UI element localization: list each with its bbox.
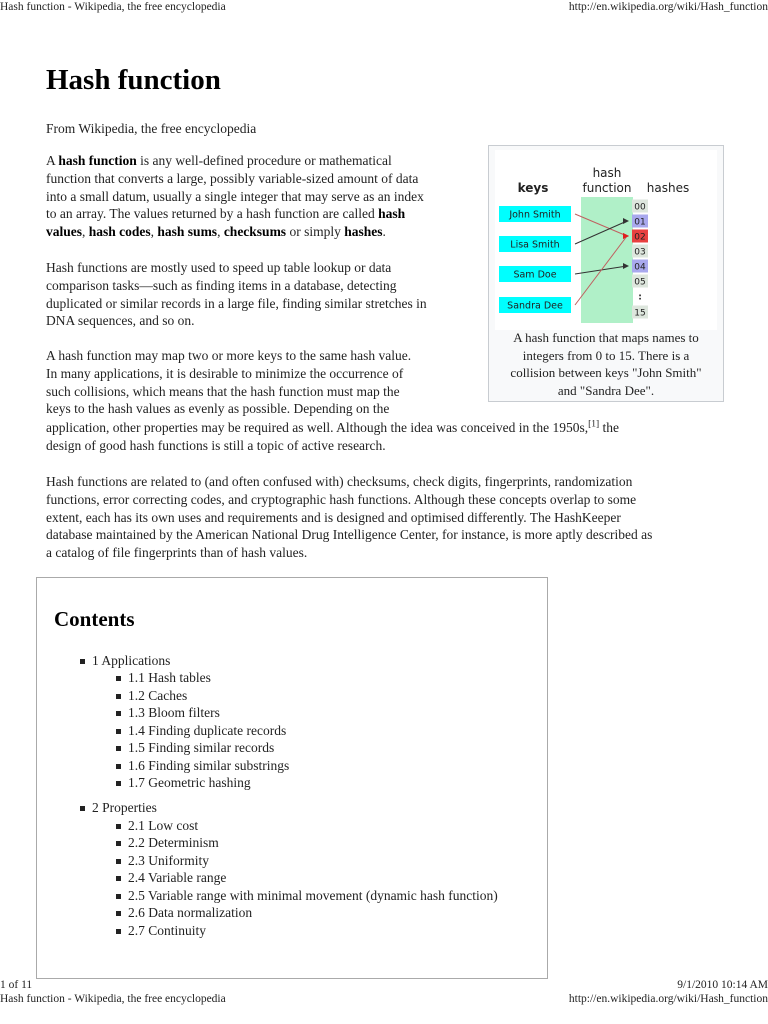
paragraph-related: Hash functions are related to (and often confused with) checksums, check digits, fingerprints, randomization functions, error correcting codes, and cryptographic hash functions. Although these concepts overlap to some extent, each has its own uses and requirements and is designed and optimised differently. The HashKeeper database maintained by the American National Drug Intelligence Center, for instance, is more aptly described as a catalog of file fingerprints than of hash values.	[46, 474, 653, 561]
hash-diagram-image[interactable]	[495, 150, 717, 330]
toc-item-properties[interactable]: 2 Properties	[92, 800, 157, 815]
hashes-label: hashes	[646, 181, 690, 195]
figure-caption: A hash function that maps names to integers from 0 to 15. There is a collision between keys "John Smith" and "Sandra Dee".	[510, 330, 702, 398]
hash-label: 02	[634, 232, 646, 243]
hash-function-label-1: hash	[592, 166, 622, 180]
toc-item-uniformity[interactable]: 2.3 Uniformity	[128, 853, 209, 868]
toc-item-geometric-hashing[interactable]: 1.7 Geometric hashing	[128, 775, 251, 790]
paragraph-intro: A hash function is any well-defined procedure or mathematical function that converts a large, possibly variable-sized amount of data into a small datum, usually a single integer that may serve as an index to an array. The values returned by a hash function are called hash values, hash codes, hash sums, checksums or simply hashes.	[46, 153, 424, 240]
toc-item-caches[interactable]: 1.2 Caches	[128, 688, 188, 703]
paragraph-uses: Hash functions are mostly used to speed up table lookup or data comparison tasks—such as finding items in a database, detecting duplicated or similar records in a large file, finding similar stretches in DNA sequences, and so on.	[46, 260, 427, 329]
print-footer-url[interactable]: http://en.wikipedia.org/wiki/Hash_function	[568, 993, 768, 1005]
hash-function-label-2: function	[582, 181, 632, 195]
hash-label: 01	[634, 217, 646, 228]
hash-diagram	[495, 150, 717, 330]
toc-item-low-cost[interactable]: 2.1 Low cost	[128, 818, 199, 833]
table-of-contents	[36, 577, 548, 979]
toc-title: Contents	[54, 607, 135, 631]
keys-label: keys	[517, 181, 549, 195]
print-footer-datetime: 9/1/2010 10:14 AM	[677, 979, 768, 991]
hash-label: 15	[634, 308, 646, 319]
toc-item-hash-tables[interactable]: 1.1 Hash tables	[128, 670, 211, 685]
toc-item-variable-range-minimal[interactable]: 2.5 Variable range with minimal movement (dynamic hash function)	[128, 888, 498, 903]
toc-item-variable-range[interactable]: 2.4 Variable range	[128, 870, 227, 885]
toc-item-determinism[interactable]: 2.2 Determinism	[128, 835, 219, 850]
page-subtitle: From Wikipedia, the free encyclopedia	[46, 121, 257, 136]
toc-item-duplicate-records[interactable]: 1.4 Finding duplicate records	[128, 723, 287, 738]
toc-item-data-normalization[interactable]: 2.6 Data normalization	[128, 905, 253, 920]
hash-label: 00	[634, 202, 646, 213]
hash-label: 05	[634, 277, 646, 288]
toc-item-bloom-filters[interactable]: 1.3 Bloom filters	[128, 705, 220, 720]
toc-item-applications[interactable]: 1 Applications	[92, 653, 171, 668]
paragraph-collisions: A hash function may map two or more keys to the same hash value. In many applications, it is desirable to minimize the occurrence of such collisions, which means that the hash function must map the keys to the hash values as evenly as possible. Depending on the application, other properties may be required as well. Although the idea was conceived in the 1950s,[1] the design of good hash functions is still a topic of active research.	[46, 348, 620, 453]
figure-hash-diagram	[488, 145, 724, 402]
print-footer-page: 1 of 11	[0, 979, 33, 991]
toc-item-continuity[interactable]: 2.7 Continuity	[128, 923, 207, 938]
print-footer-title: Hash function - Wikipedia, the free encyclopedia	[0, 993, 226, 1005]
hash-label: 03	[634, 247, 646, 258]
hash-function-band	[581, 197, 633, 323]
term-hash-function: hash function	[58, 153, 137, 168]
key-label: Lisa Smith	[510, 239, 560, 251]
hash-label: 04	[634, 262, 646, 273]
toc-item-similar-records[interactable]: 1.5 Finding similar records	[128, 740, 275, 755]
page-title: Hash function	[46, 64, 221, 96]
toc-item-similar-substrings[interactable]: 1.6 Finding similar substrings	[128, 758, 290, 773]
print-header-title: Hash function - Wikipedia, the free encyclopedia	[0, 1, 226, 13]
print-header-url[interactable]: http://en.wikipedia.org/wiki/Hash_function	[568, 1, 768, 13]
reference-1[interactable]: [1]	[588, 419, 600, 430]
key-label: Sam Doe	[513, 269, 557, 281]
key-label: Sandra Dee	[507, 300, 563, 312]
print-footer-2	[0, 993, 768, 1007]
key-label: John Smith	[509, 209, 561, 221]
hash-label: :	[638, 292, 642, 303]
print-footer	[0, 979, 768, 993]
print-header	[0, 1, 768, 15]
